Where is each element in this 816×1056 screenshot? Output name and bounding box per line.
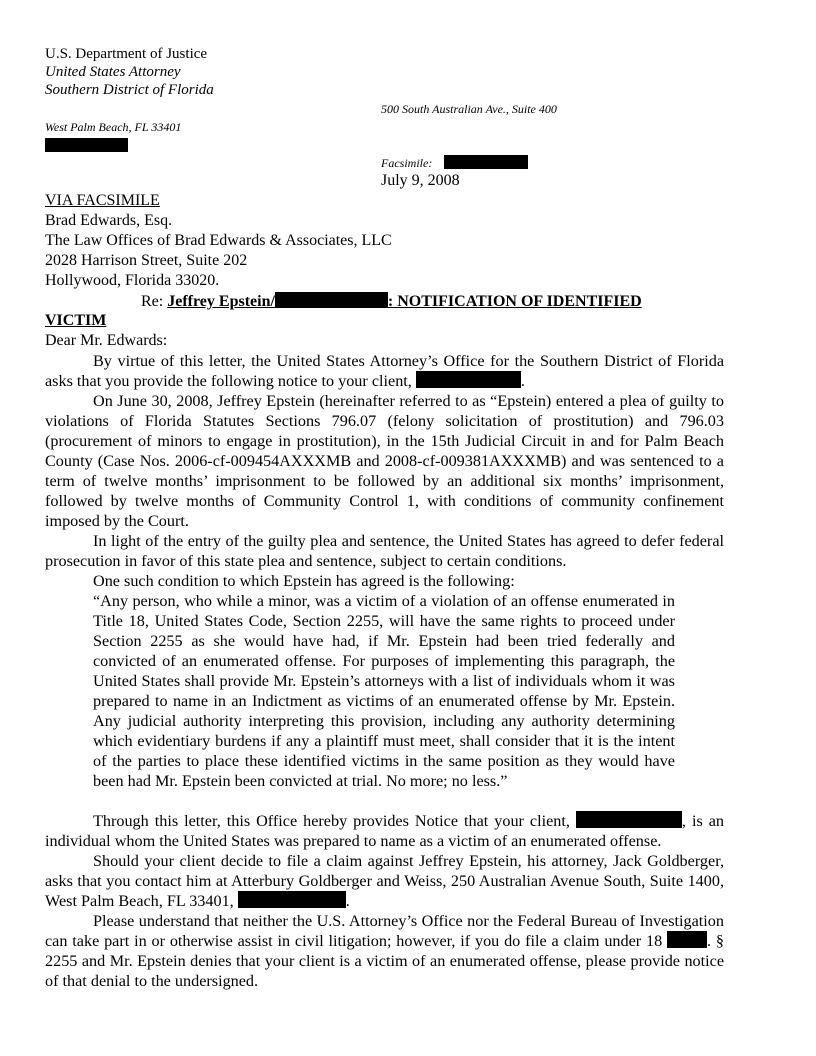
redaction-block xyxy=(275,292,388,308)
paragraph-3: In light of the entry of the guilty plea and sentence, the United States has agreed to defer federal prosecution in favor of this state plea and sentence, subject to certain conditions. xyxy=(45,532,724,570)
re-subject-c: VICTIM xyxy=(45,312,107,329)
district-name: Southern District of Florida xyxy=(45,82,214,98)
redaction-block xyxy=(238,891,346,908)
office-city: West Palm Beach, FL 33401 xyxy=(45,120,182,134)
fax-label: Facsimile: xyxy=(381,156,433,170)
redaction-block xyxy=(45,138,128,152)
salutation: Dear Mr. Edwards: xyxy=(45,332,168,349)
paragraph-7: Please understand that neither the U.S. Attorney’s Office nor the Federal Bureau of Investigation can take part in or otherwise assist in civil litigation; however, if you do file a claim under 18 . § 2255 and Mr. Epstein denies that your client is a victim of an enumerated offense, please provide notice of that denial to the undersigned. xyxy=(45,912,725,990)
redaction-block xyxy=(576,811,682,828)
re-subject-a: Jeffrey Epstein/ xyxy=(167,293,275,310)
paragraph-1: By virtue of this letter, the United States Attorney’s Office for the Southern District of Florida asks that you provide the following notice to your client, . xyxy=(45,352,724,390)
letter-date: July 9, 2008 xyxy=(381,172,460,189)
paragraph-6: Should your client decide to file a claim against Jeffrey Epstein, his attorney, Jack Goldberger, asks that you contact him at Atterbury Goldberger and Weiss, 250 Australian Avenue South, Suite 1400, West Palm Beach, FL 33401, . xyxy=(45,852,724,910)
recipient-name: Brad Edwards, Esq. xyxy=(45,212,173,229)
recipient-city: Hollywood, Florida 33020. xyxy=(45,272,220,289)
redaction-block xyxy=(667,931,707,948)
redaction-block xyxy=(444,155,528,169)
recipient-firm: The Law Offices of Brad Edwards & Associates, LLC xyxy=(45,232,392,249)
re-subject-b: : NOTIFICATION OF IDENTIFIED xyxy=(387,293,642,310)
dept-name: U.S. Department of Justice xyxy=(45,46,208,62)
paragraph-2: On June 30, 2008, Jeffrey Epstein (hereinafter referred to as “Epstein) entered a plea of guilty to violations of Florida Statutes Sections 796.07 (felony solicitation of prostitution) and 796.03 (procurement of minors to engage in prostitution), in the 15th Judicial Circuit in and for Palm Beach County (Case Nos. 2006-cf-009454AXXXMB and 2008-cf-009381AXXXMB) and was sentenced to a term of twelve months’ imprisonment to be followed by an additional six months’ imprisonment, followed by twelve months of Community Control 1, with conditions of community confinement imposed by the Court. xyxy=(45,392,724,530)
office-name: United States Attorney xyxy=(45,64,181,80)
redaction-block xyxy=(416,371,521,388)
delivery-method: VIA FACSIMILE xyxy=(45,192,160,209)
letter-body-bottom xyxy=(45,811,724,991)
re-line xyxy=(141,292,642,311)
letter-body-top xyxy=(45,351,724,591)
recipient-street: 2028 Harrison Street, Suite 202 xyxy=(45,252,248,269)
office-address: 500 South Australian Ave., Suite 400 xyxy=(381,102,557,116)
re-prefix: Re: xyxy=(141,293,168,310)
paragraph-5: Through this letter, this Office hereby provides Notice that your client, , is an individual whom the United States was prepared to name as a victim of an enumerated offense. xyxy=(45,812,725,850)
paragraph-4: One such condition to which Epstein has agreed is the following: xyxy=(93,572,515,590)
quoted-condition: “Any person, who while a minor, was a victim of a violation of an offense enumerated in Title 18, United States Code, Section 2255, will have the same rights to proceed under Section 2255 as she would have had, if Mr. Epstein had been tried federally and convicted of an enumerated offense. For purposes of implementing this paragraph, the United States shall provide Mr. Epstein’s attorneys with a list of individuals whom it was prepared to name in an Indictment as victims of an enumerated offense by Mr. Epstein. Any judicial authority interpreting this provision, including any authority determining which evidentiary burdens if any a plaintiff must meet, shall consider that it is the intent of the parties to place these identified victims in the same position as they would have been had Mr. Epstein been convicted at trial. No more; no less.” xyxy=(93,592,675,790)
